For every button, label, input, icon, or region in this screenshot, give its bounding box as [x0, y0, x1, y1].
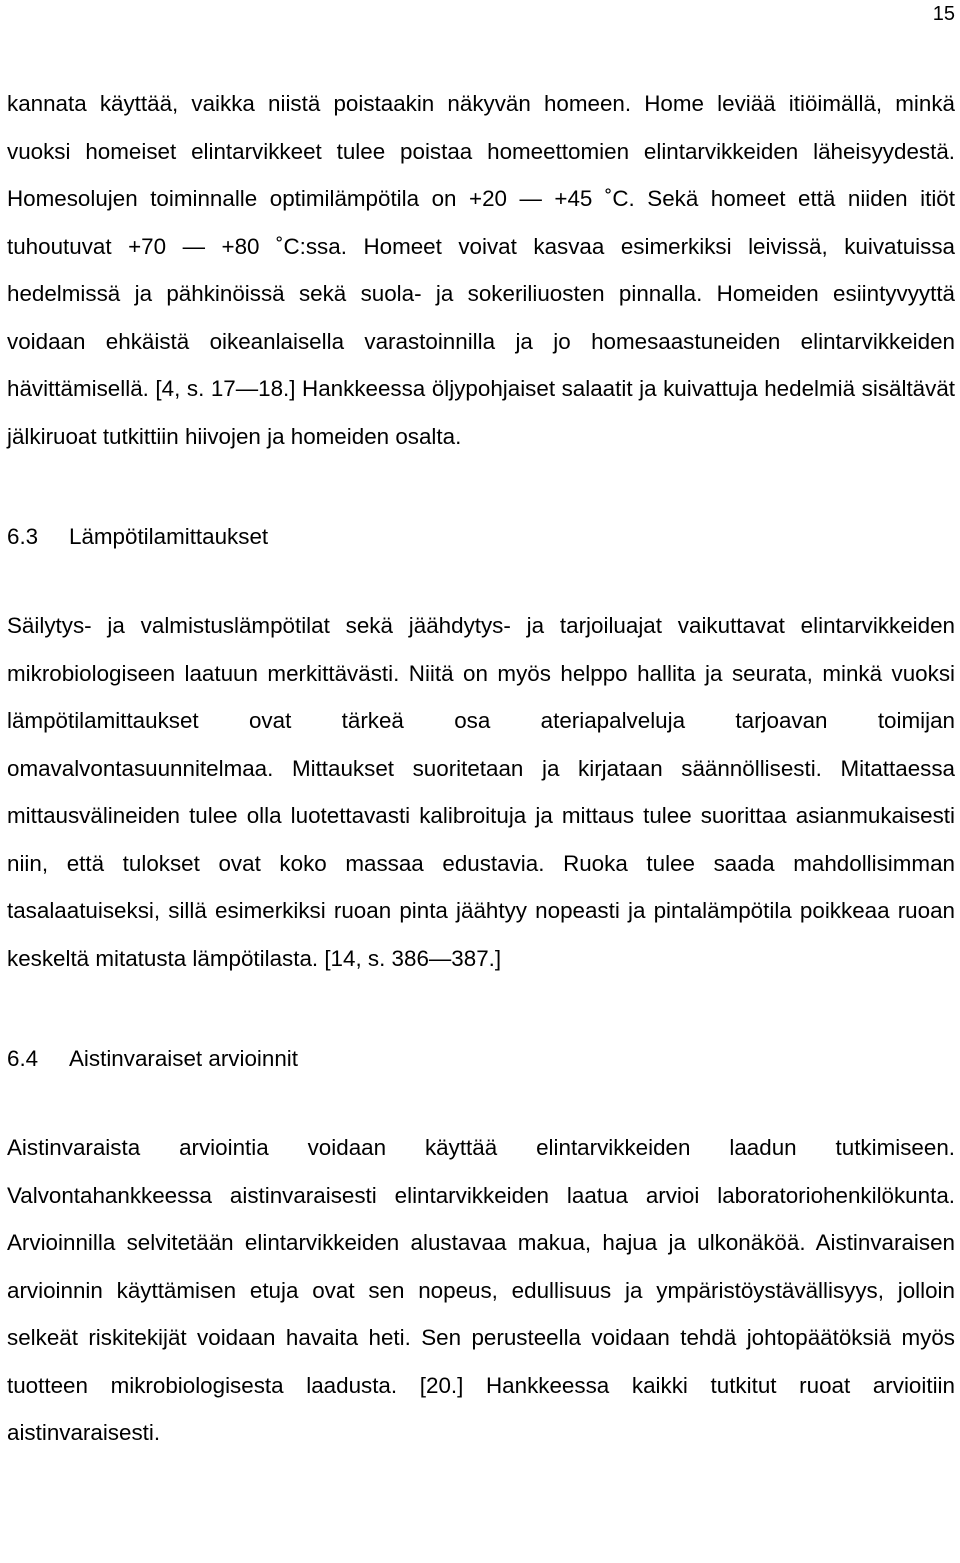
- section-heading-6-4: [7, 1044, 955, 1074]
- section-number: 6.4: [7, 1046, 39, 1071]
- paragraph-sensory-evaluation: Aistinvaraista arviointia voidaan käyttää elintarvikkeiden laadun tutkimiseen. Valvontahankkeessa aistinvaraisesti elintarvikkeiden laatua arvioi laboratoriohenkilökunta. Arvioinnilla selvitetään elintarvikkeiden alustavaa makua, hajua ja ulkonäköä. Aistinvaraisen arvioinnin käyttämisen etuja ovat sen nopeus, edullisuus ja ympäristöystävällisyys, jolloin selkeät riskitekijät voidaan havaita heti. Sen perusteella voidaan tehdä johtopäätöksiä myös tuotteen mikrobiologisesta laadusta. [20.] Hankkeessa kaikki tutkitut ruoat arvioitiin aistinvaraisesti.: [7, 1135, 955, 1445]
- section-title: Aistinvaraiset arvioinnit: [69, 1046, 298, 1071]
- section-title: Lämpötilamittaukset: [69, 524, 269, 549]
- page-number: 15: [932, 3, 955, 25]
- document-body: [7, 80, 955, 1457]
- paragraph-molds: kannata käyttää, vaikka niistä poistaakin näkyvän homeen. Home leviää itiöimällä, minkä vuoksi homeiset elintarvikkeet tulee poistaa homeettomien elintarvikkeiden läheisyydestä. Homesolujen toiminnalle optimilämpötila on +20 — +45 ˚C. Sekä homeet että niiden itiöt tuhoutuvat +70 — +80 ˚C:ssa. Homeet voivat kasvaa esimerkiksi leivissä, kuivatuissa hedelmissä ja pähkinöissä sekä suola- ja sokeriliuosten pinnalla. Homeiden esiintyvyyttä voidaan ehkäistä oikeanlaisella varastoinnilla ja jo homesaastuneiden elintarvikkeiden hävittämisellä. [4, s. 17—18.] Hankkeessa öljypohjaiset salaatit ja kuivattuja hedelmiä sisältävät jälkiruoat tutkittiin hiivojen ja homeiden osalta.: [7, 91, 955, 449]
- section-heading-6-3: [7, 522, 955, 552]
- section-number: 6.3: [7, 524, 39, 549]
- paragraph-temperature-measurements: Säilytys- ja valmistuslämpötilat sekä jäähdytys- ja tarjoiluajat vaikuttavat elintarvikkeiden mikrobiologiseen laatuun merkittävästi. Niitä on myös helppo hallita ja seurata, minkä vuoksi lämpötilamittaukset ovat tärkeä osa ateriapalveluja tarjoavan toimijan omavalvontasuunnitelmaa. Mittaukset suoritetaan ja kirjataan säännöllisesti. Mitattaessa mittausvälineiden tulee olla luotettavasti kalibroituja ja mittaus tulee suorittaa asianmukaisesti niin, että tulokset ovat koko massaa edustavia. Ruoka tulee saada mahdollisimman tasalaatuiseksi, sillä esimerkiksi ruoan pinta jäähtyy nopeasti ja pintalämpötila poikkeaa ruoan keskeltä mitatusta lämpötilasta. [14, s. 386—387.]: [7, 613, 955, 971]
